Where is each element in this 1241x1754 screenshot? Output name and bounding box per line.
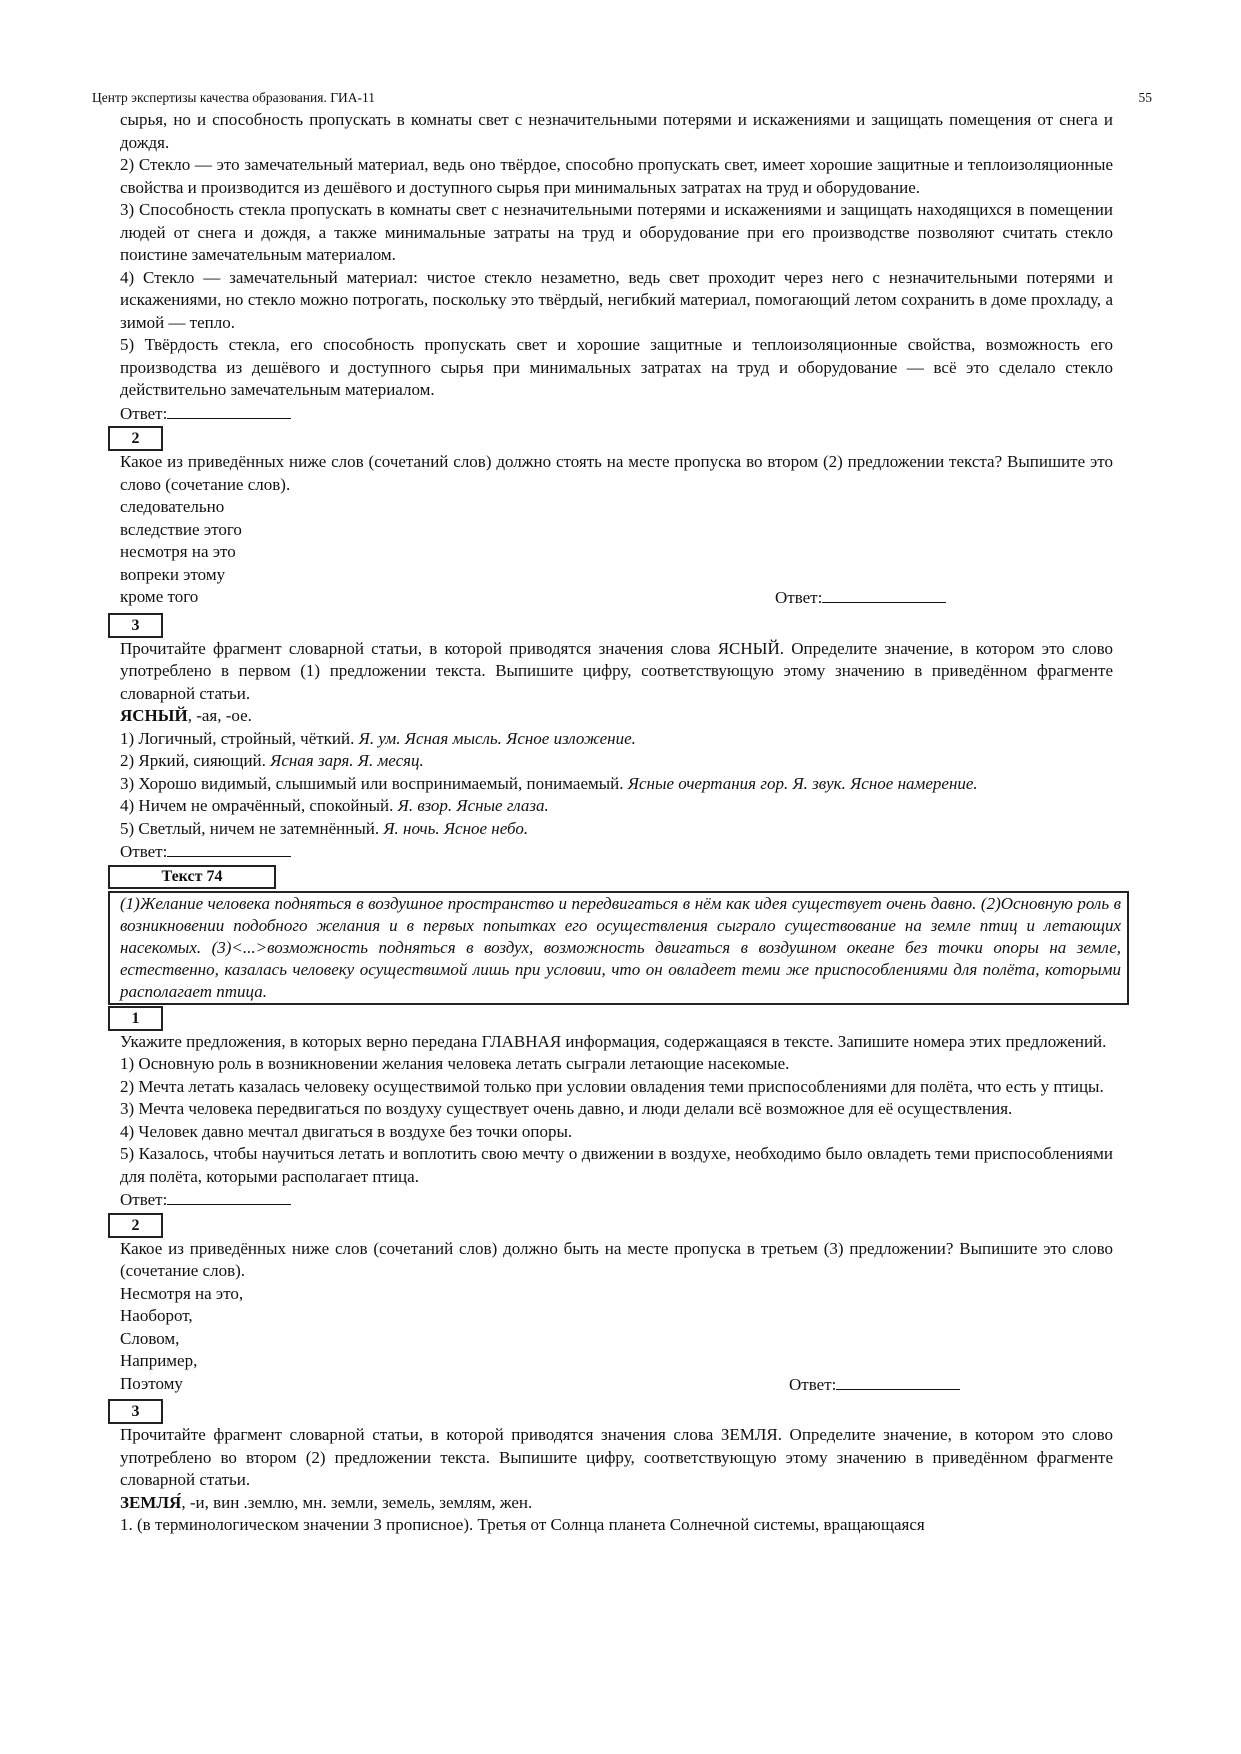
paragraph: сырья, но и способность пропускать в комнаты свет с незначительными потерями и искажениями и защищать помещения от снега и дождя. bbox=[120, 110, 1113, 152]
option-item: Словом, bbox=[120, 1328, 180, 1348]
dictionary-sense: 1. (в терминологическом значении З прописное). Третья от Солнца планета Солнечной системы, вращающаяся bbox=[120, 1515, 925, 1534]
answer-field[interactable] bbox=[167, 402, 291, 419]
option-item: Поэтому bbox=[120, 1373, 183, 1393]
answer-option: 1) Основную роль в возникновении желания человека летать сыграли летающие насекомые. bbox=[120, 1054, 790, 1073]
headword: ЗЕМЛЯ́ bbox=[120, 1492, 182, 1512]
answer-row bbox=[120, 402, 1113, 426]
answer-row bbox=[120, 1188, 1113, 1212]
answer-field[interactable] bbox=[167, 1188, 291, 1205]
answer-row bbox=[120, 840, 1113, 864]
page-content bbox=[120, 109, 1121, 1537]
option-answer-row bbox=[120, 586, 1113, 610]
answer-label: Ответ: bbox=[120, 842, 168, 861]
text-title-box: Текст 74 bbox=[108, 865, 276, 889]
page-number: 55 bbox=[1138, 90, 1152, 105]
answer-field[interactable] bbox=[836, 1373, 960, 1390]
dictionary-sense: 5) Светлый, ничем не затемнённый. Я. ночь. Ясное небо. bbox=[120, 818, 529, 838]
header-title: Центр экспертизы качества образования. ГИА-11 bbox=[92, 90, 375, 105]
option-item: следовательно bbox=[120, 497, 225, 516]
dictionary-sense: 1) Логичный, стройный, чёткий. Я. ум. Ясная мысль. Ясное изложение. bbox=[120, 728, 636, 748]
option-answer-row bbox=[120, 1373, 1113, 1397]
answer-option: 3) Способность стекла пропускать в комнаты свет с незначительными потерями и искажениями и защищать находящихся в помещении людей от снега и дождя, а также минимальные затраты на труд и оборудование при его производстве позволяют считать стекло поистине замечательным материалом. bbox=[120, 200, 1113, 264]
answer-option: 2) Стекло — это замечательный материал, ведь оно твёрдое, способно пропускать свет, имеет хорошие защитные и теплоизоляционные свойства и производится из дешёвого и доступного сырья при минимальных затратах на труд и оборудование. bbox=[120, 155, 1113, 197]
task-number-box: 3 bbox=[108, 1399, 163, 1424]
dictionary-entry-head bbox=[120, 705, 1113, 728]
option-item: Наоборот, bbox=[120, 1306, 193, 1325]
headword: ЯСНЫЙ bbox=[120, 706, 188, 725]
dictionary-sense: 2) Яркий, сияющий. Ясная заря. Я. месяц. bbox=[120, 751, 424, 770]
answer-label: Ответ: bbox=[120, 1190, 168, 1209]
task-number-box: 2 bbox=[108, 426, 163, 451]
dictionary-sense: 4) Ничем не омрачённый, спокойный. Я. взор. Ясные глаза. bbox=[120, 796, 549, 815]
task-number-box: 1 bbox=[108, 1006, 163, 1031]
option-item: кроме того bbox=[120, 587, 199, 606]
task-number-box: 2 bbox=[108, 1213, 163, 1238]
answer-label: Ответ: bbox=[120, 403, 168, 423]
task-number-box: 3 bbox=[108, 613, 163, 638]
headword-forms: , -ая, -ое. bbox=[187, 706, 252, 725]
option-item: несмотря на это bbox=[120, 542, 236, 561]
question-text: Прочитайте фрагмент словарной статьи, в которой приводятся значения слова ЗЕМЛЯ. Определите значение, в котором это слово употреблено во втором (2) предложении текста. Выпишите цифру, соответствующую этому значению в приведённом фрагменте словарной статьи. bbox=[120, 1425, 1113, 1489]
answer-option: 2) Мечта летать казалась человеку осуществимой только при условии овладения теми приспособлениями для полёта, что есть у птицы. bbox=[120, 1076, 1104, 1096]
option-item: Например, bbox=[120, 1351, 198, 1370]
answer-option: 5) Твёрдость стекла, его способность пропускать свет и хорошие защитные и теплоизоляционные свойства, возможность его производства из дешёвого и доступного сырья при минимальных затратах на труд и оборудование — всё это сделало стекло действительно замечательным материалом. bbox=[120, 335, 1113, 399]
answer-label: Ответ: bbox=[789, 1374, 837, 1394]
answer-option: 5) Казалось, чтобы научиться летать и воплотить свою мечту о движении в воздухе, необходимо было овладеть теми приспособлениями для полёта, которыми располагает птица. bbox=[120, 1144, 1113, 1186]
option-item: Несмотря на это, bbox=[120, 1283, 244, 1303]
answer-option: 4) Человек давно мечтал двигаться в воздухе без точки опоры. bbox=[120, 1121, 573, 1141]
answer-field[interactable] bbox=[167, 840, 291, 857]
question-text: Какое из приведённых ниже слов (сочетаний слов) должно быть на месте пропуска в третьем (3) предложении? Выпишите это слово (сочетание слов). bbox=[120, 1238, 1113, 1280]
question-text: Прочитайте фрагмент словарной статьи, в которой приводятся значения слова ЯСНЫЙ. Определите значение, в котором это слово употреблено в первом (1) предложении текста. Выпишите цифру, соответствующую этому значению в приведённом фрагменте словарной статьи. bbox=[120, 638, 1113, 703]
source-text: (1)Желание человека подняться в воздушное пространство и передвигаться в нём как идея существует очень давно. (2)Основную роль в возникновении подобного желания и в первых попытках его осуществления сыграло существование на земле птиц и летающих насекомых. (3)<...>возможность подняться в воздух, возможность двигаться в воздушном океане без точки опоры на земле, естественно, казалась человеку осуществимой лишь при условии, что он овладеет теми же приспособлениями для полёта, которыми располагает птица. bbox=[108, 891, 1129, 1005]
question-text: Укажите предложения, в которых верно передана ГЛАВНАЯ информация, содержащаяся в тексте. Запишите номера этих предложений. bbox=[120, 1031, 1107, 1051]
question-text: Какое из приведённых ниже слов (сочетаний слов) должно стоять на месте пропуска во втором (2) предложении текста? Выпишите это слово (сочетание слов). bbox=[120, 452, 1113, 494]
dictionary-sense: 3) Хорошо видимый, слышимый или воспринимаемый, понимаемый. Ясные очертания гор. Я. звук. Ясное намерение. bbox=[120, 773, 978, 793]
page-header bbox=[92, 90, 1152, 106]
answer-field[interactable] bbox=[822, 586, 946, 603]
option-item: вследствие этого bbox=[120, 519, 242, 539]
option-item: вопреки этому bbox=[120, 564, 226, 584]
answer-option: 3) Мечта человека передвигаться по воздуху существует очень давно, и люди делали всё возможное для её осуществления. bbox=[120, 1099, 1013, 1118]
answer-label: Ответ: bbox=[775, 588, 823, 607]
answer-option: 4) Стекло — замечательный материал: чистое стекло незаметно, ведь свет проходит через него с незначительными потерями и искажениями, но стекло можно потрогать, поскольку это твёрдый, негибкий материал, помогающий летом сохранить в доме прохладу, а зимой — тепло. bbox=[120, 267, 1113, 332]
dictionary-entry-head bbox=[120, 1492, 1113, 1515]
headword-forms: , -и, вин .землю, мн. земли, земель, землям, жен. bbox=[181, 1492, 533, 1512]
